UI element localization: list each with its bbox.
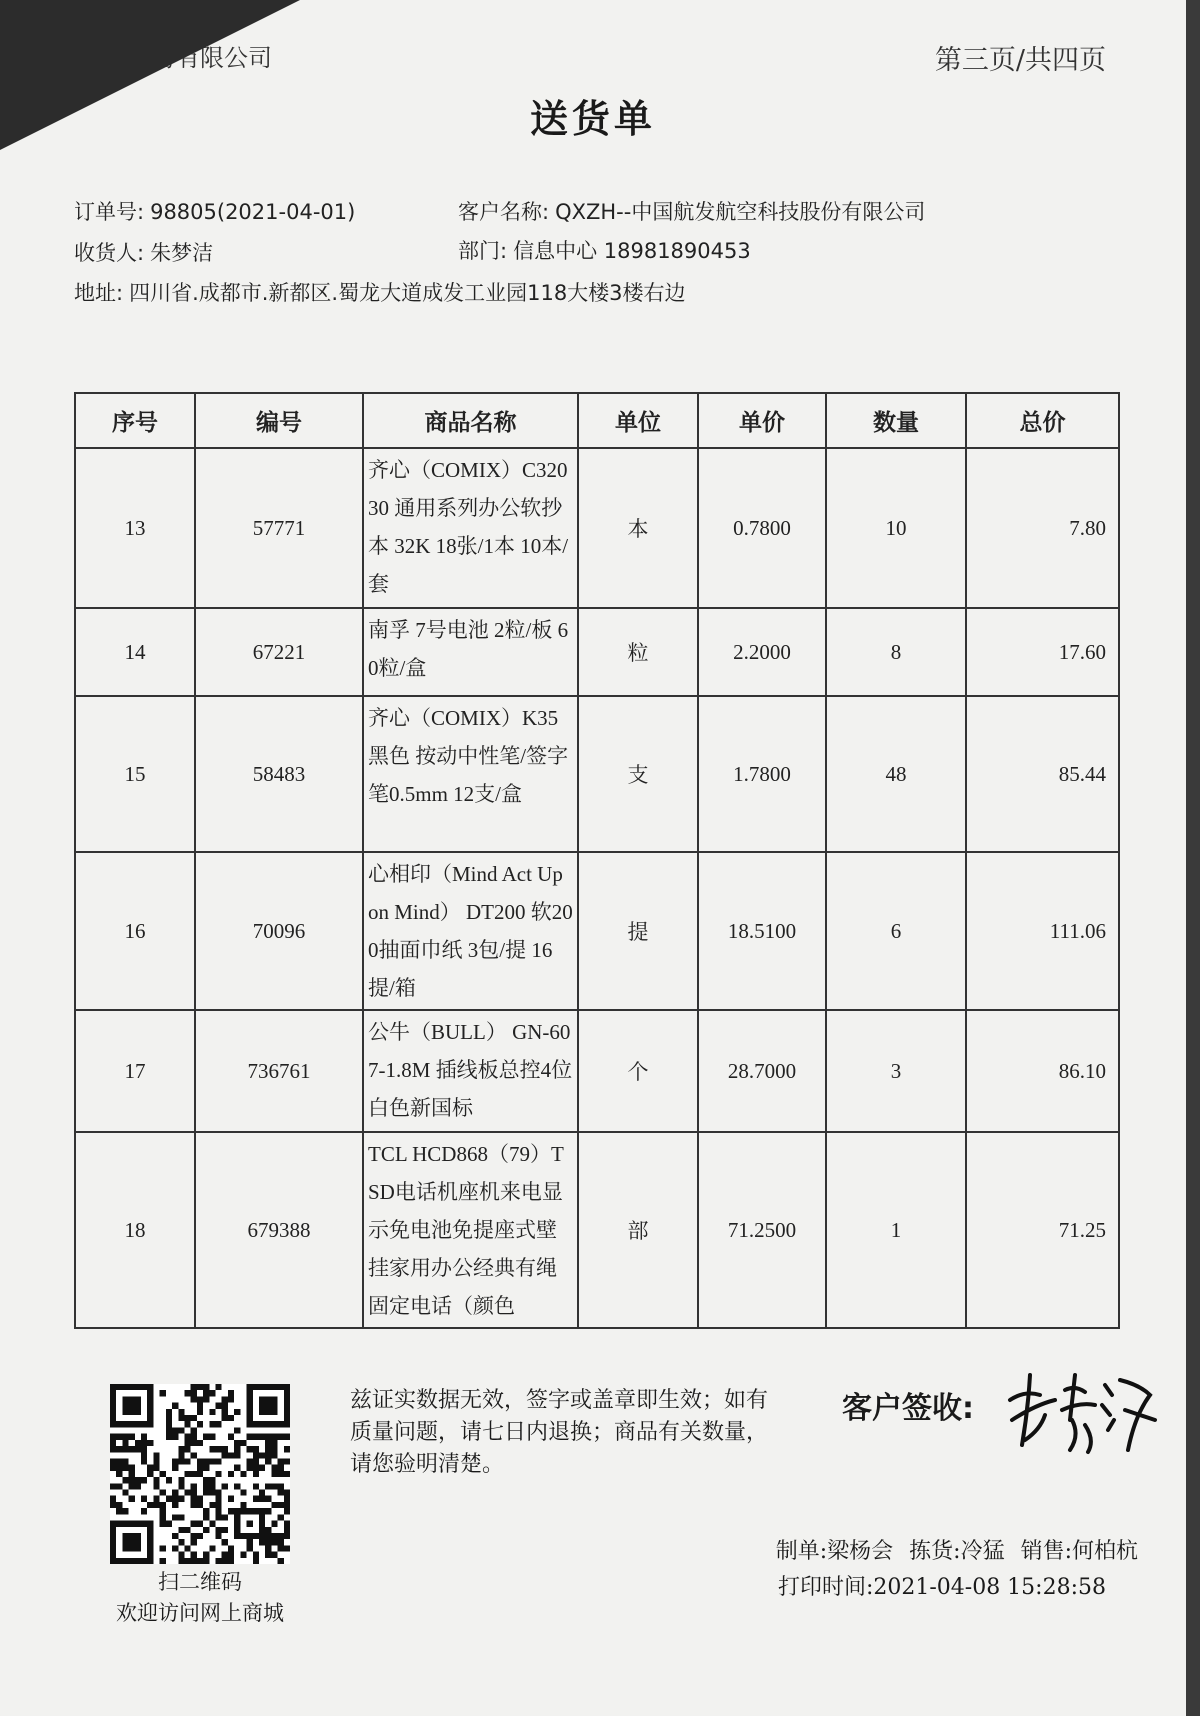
cell-qty: 10 [826, 448, 966, 608]
department-value: 信息中心 18981890453 [513, 239, 751, 263]
cell-name: 齐心（COMIX）K35黑色 按动中性笔/签字笔0.5mm 12支/盒 [363, 696, 578, 852]
table-row [75, 852, 1119, 1010]
cell-total: 111.06 [966, 852, 1119, 1010]
cell-unit: 个 [578, 1010, 698, 1132]
cell-unit: 支 [578, 696, 698, 852]
col-header-price: 单价 [698, 393, 826, 448]
department [458, 235, 751, 265]
cell-total: 71.25 [966, 1132, 1119, 1328]
page-indicator: 第三页/共四页 [934, 45, 1106, 76]
cell-total: 85.44 [966, 696, 1119, 852]
col-header-code: 编号 [195, 393, 363, 448]
col-header-name: 商品名称 [363, 393, 578, 448]
cell-code: 70096 [195, 852, 363, 1010]
cell-price: 0.7800 [698, 448, 826, 608]
receiver-value: 朱梦洁 [150, 241, 214, 265]
staff-info [760, 1534, 1138, 1565]
document-title: 送货单 [529, 97, 656, 141]
col-header-seq: 序号 [75, 393, 195, 448]
cell-seq: 16 [75, 852, 195, 1010]
receiver [74, 237, 213, 267]
cell-seq: 17 [75, 1010, 195, 1132]
notice-text: 兹证实数据无效，签字或盖章即生效；如有质量问题，请七日内退换；商品有关数量，请您验明清楚。 [350, 1388, 769, 1477]
cell-price: 71.2500 [698, 1132, 826, 1328]
cell-qty: 8 [826, 608, 966, 696]
qr-caption-mall: 欢迎访问网上商城 [116, 1601, 284, 1625]
cell-name: TCL HCD868（79）TSD电话机座机来电显示免电池免提座式壁挂家用办公经典有绳固定电话（颜色 [363, 1132, 578, 1328]
cell-name: 南孚 7号电池 2粒/板 60粒/盒 [363, 608, 578, 696]
cell-unit: 部 [578, 1132, 698, 1328]
cell-code: 67221 [195, 608, 363, 696]
cell-code: 58483 [195, 696, 363, 852]
sales: 销售:何柏杭 [1020, 1539, 1138, 1564]
picker: 拣货:冷猛 [909, 1539, 1005, 1564]
cell-qty: 3 [826, 1010, 966, 1132]
cell-unit: 提 [578, 852, 698, 1010]
table-row [75, 448, 1119, 608]
cell-price: 28.7000 [698, 1010, 826, 1132]
cell-price: 2.2000 [698, 608, 826, 696]
address-label: 地址: [74, 281, 124, 305]
table-row [75, 696, 1119, 852]
customer-sign-label: 客户签收: [842, 1391, 974, 1426]
qr-code[interactable] [110, 1384, 290, 1564]
cell-name: 公牛（BULL） GN-607-1.8M 插线板总控4位白色新国标 [363, 1010, 578, 1132]
order-number-label: 订单号: [74, 200, 145, 224]
cell-qty: 1 [826, 1132, 966, 1328]
table-header-row [75, 393, 1119, 448]
cell-qty: 6 [826, 852, 966, 1010]
receiver-label: 收货人: [74, 241, 145, 265]
cell-code: 57771 [195, 448, 363, 608]
customer-name-label: 客户名称: [458, 200, 550, 224]
cell-name: 心相印（Mind Act Upon Mind） DT200 软200抽面巾纸 3包/提 16提/箱 [363, 852, 578, 1010]
cell-code: 736761 [195, 1010, 363, 1132]
col-header-total: 总价 [966, 393, 1119, 448]
customer-name [458, 196, 925, 226]
cell-seq: 18 [75, 1132, 195, 1328]
col-header-unit: 单位 [578, 393, 698, 448]
cell-unit: 粒 [578, 608, 698, 696]
customer-name-value: QXZH--中国航发航空科技股份有限公司 [555, 200, 926, 224]
table-row [75, 1010, 1119, 1132]
cell-price: 1.7800 [698, 696, 826, 852]
address-value: 四川省.成都市.新都区.蜀龙大道成发工业园118大楼3楼右边 [129, 281, 686, 305]
goods-table [74, 392, 1120, 1329]
table-row [75, 608, 1119, 696]
order-number [74, 196, 355, 226]
maker: 制单:梁杨会 [775, 1539, 894, 1564]
col-header-qty: 数量 [826, 393, 966, 448]
qr-code-graphic [110, 1384, 290, 1564]
address [74, 277, 686, 307]
cell-seq: 13 [75, 448, 195, 608]
department-label: 部门: [458, 239, 508, 263]
cell-seq: 15 [75, 696, 195, 852]
cell-qty: 48 [826, 696, 966, 852]
cell-code: 679388 [195, 1132, 363, 1328]
cell-seq: 14 [75, 608, 195, 696]
customer-signature [1000, 1360, 1160, 1460]
company-name: 集团股份有限公司 [80, 44, 272, 72]
print-time: 打印时间:2021-04-08 15:28:58 [777, 1575, 1106, 1600]
qr-caption-scan: 扫二维码 [158, 1570, 242, 1594]
cell-unit: 本 [578, 448, 698, 608]
cell-total: 17.60 [966, 608, 1119, 696]
cell-total: 7.80 [966, 448, 1119, 608]
order-number-value: 98805(2021-04-01) [150, 200, 356, 224]
cell-name: 齐心（COMIX）C32030 通用系列办公软抄本 32K 18张/1本 10本/套 [363, 448, 578, 608]
table-row [75, 1132, 1119, 1328]
folded-corner [0, 0, 300, 150]
cell-price: 18.5100 [698, 852, 826, 1010]
cell-total: 86.10 [966, 1010, 1119, 1132]
